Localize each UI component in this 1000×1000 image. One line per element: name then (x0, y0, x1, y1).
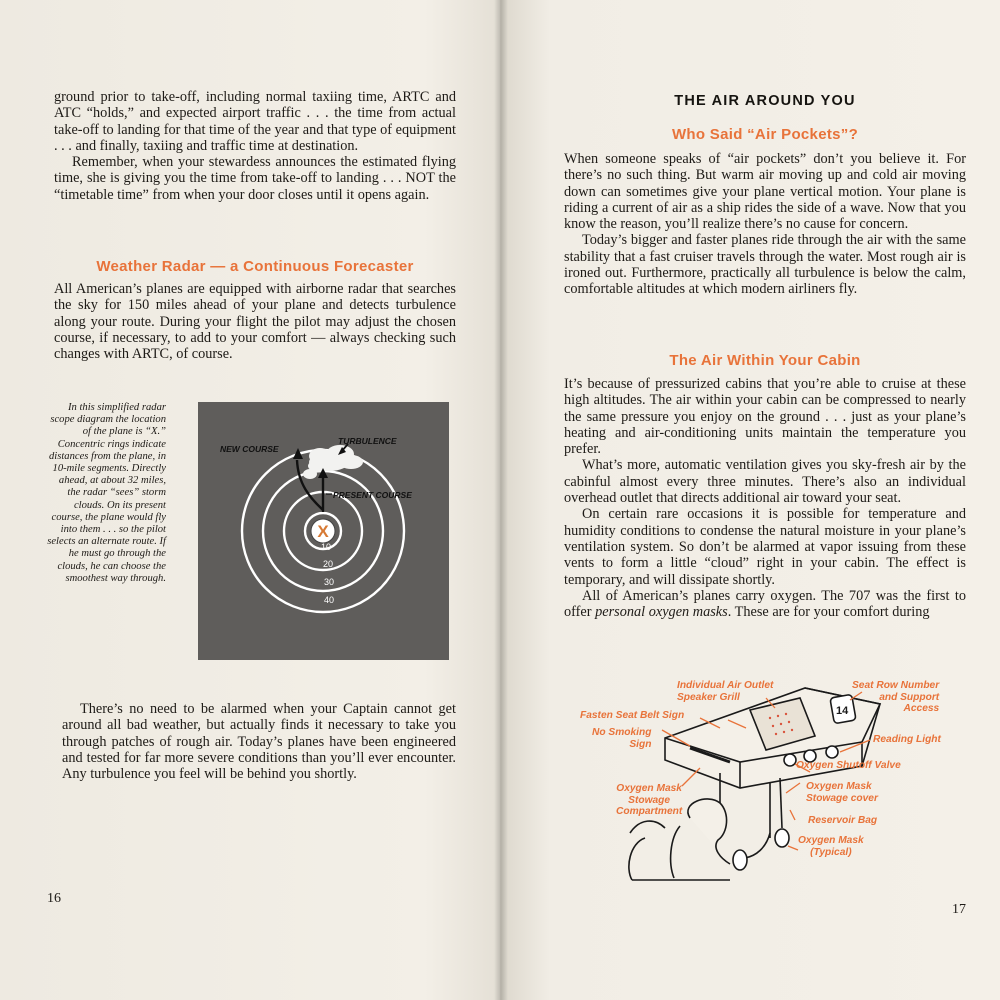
label-reservoir-bag: Reservoir Bag (808, 815, 878, 826)
label-turbulence: TURBULENCE (338, 436, 397, 446)
cabin-paragraph-3: On certain rare occasions it is possible for temperature and humidity conditions to condense the natural moisture in your plane’s ventilation system. So don’t be alarmed at vapor issuing from these vents to form a little “cloud” right in your cabin. The effect is temporary, and will dissipate shortly. (564, 506, 966, 588)
section-title: THE AIR AROUND YOU (674, 93, 856, 109)
stowage-comp-line-3: Compartment (616, 806, 683, 817)
page-number-left: 16 (47, 891, 61, 906)
ring-label-40: 40 (323, 595, 335, 605)
radar-caption: In this simplified radar scope diagram the location of the plane is “X.” Concentric rings indicate distances from the plane, in 10-mile segments. Directly ahead, at about 32 miles, the radar “sees” storm clouds. On its present course, the plane would fly into them . . . so the pilot selects an alternate route. If he must go through the clouds, he can choose the smoothest way through. (47, 402, 166, 584)
seat-row-line-2: and Support (879, 691, 940, 703)
label-speaker-grill: Speaker Grill (677, 692, 740, 703)
closing-text (62, 701, 456, 782)
ring-label-30: 30 (323, 577, 335, 587)
label-no-smoking (592, 727, 651, 750)
pockets-paragraph-1: When someone speaks of “air pockets” don’t you believe it. For there’s no such thing. But warm air moving up and cold air moving down can sometimes give your plane vertical motion. Your plane is riding a current of air as a ship rides the side of a wave. Now that you know the reason, you’ll realize there’s no cause for concern. (564, 151, 966, 233)
stowage-cover-line-1: Oxygen Mask (806, 781, 872, 792)
no-smoking-line-1: No Smoking (592, 727, 652, 738)
label-oxygen-mask (798, 835, 864, 858)
radar-paragraph: All American’s planes are equipped with airborne radar that searches the sky for 150 miles ahead of your plane and detects turbulence along your route. During your flight the pilot may adjust the chosen course, if necessary, to add to your comfort — always checking such changes with ARTC, of course. (54, 281, 456, 363)
oxygen-text-a: All of American’s planes carry oxygen. The 707 was the first to offer (564, 587, 966, 621)
oxygen-text-italic: personal oxygen masks (595, 604, 728, 621)
intro-paragraph-2: Remember, when your stewardess announces the estimated flying time, she is giving you the time from take-off to landing . . . NOT the “timetable time” from when your door closes until it opens again. (54, 154, 456, 203)
oxygen-paragraph (564, 588, 966, 621)
seat-row-line-3: Access (903, 703, 940, 714)
pockets-text (564, 151, 966, 298)
radar-text (54, 281, 456, 362)
label-reading-light: Reading Light (873, 734, 941, 745)
label-oxygen-shutoff: Oxygen Shutoff Valve (796, 760, 901, 771)
oxygen-text-b: . These are for your comfort during (727, 604, 930, 621)
cabin-heading: The Air Within Your Cabin (669, 352, 861, 369)
label-stowage-compartment (616, 783, 682, 818)
radar-heading: Weather Radar — a Continuous Forecaster (96, 258, 414, 275)
oxygen-mask-line-1: Oxygen Mask (798, 835, 864, 846)
pockets-heading: Who Said “Air Pockets”? (671, 126, 859, 143)
radar-scope-svg (198, 402, 449, 660)
cabin-panel-diagram (570, 668, 960, 886)
stowage-comp-line-1: Oxygen Mask (616, 783, 682, 794)
radar-heading-wrap (54, 258, 456, 275)
label-present-course: PRESENT COURSE (333, 490, 412, 500)
label-fasten-seat-belt: Fasten Seat Belt Sign (580, 710, 685, 721)
cabin-heading-wrap (564, 352, 966, 369)
page-number-right: 17 (952, 902, 966, 917)
seat-row-line-1: Seat Row Number (852, 680, 940, 691)
ring-label-20: 20 (322, 559, 334, 569)
label-stowage-cover (806, 781, 878, 804)
label-individual-air-outlet: Individual Air Outlet (677, 680, 774, 691)
stowage-comp-line-2: Stowage (628, 794, 671, 806)
cabin-text (564, 376, 966, 620)
label-seat-row-number (852, 680, 939, 715)
intro-paragraph-1: ground prior to take-off, including normal taxiing time, ARTC and ATC “holds,” and expected airport traffic . . . the time from actual take-off to landing for that time of the year and that type of equipment . . . and finally, taxiing and traffic time at destination. (54, 89, 456, 154)
oxygen-mask-line-2: (Typical) (810, 846, 852, 858)
cabin-paragraph-2: What’s more, automatic ventilation gives you sky-fresh air by the cabinful almost every three minutes. There’s also an individual overhead outlet that directs additional air toward your seat. (564, 457, 966, 507)
no-smoking-line-2: Sign (629, 738, 652, 750)
cabin-paragraph-1: It’s because of pressurized cabins that you’re able to cruise at these high altitudes. The air within your cabin can be compressed to nearly the same pressure you enjoy on the ground . . . just as your plane’s heating and air-conditioning units maintain the temperature you prefer. (564, 376, 966, 458)
book-gutter (494, 0, 508, 1000)
label-new-course: NEW COURSE (220, 444, 279, 454)
stowage-cover-line-2: Stowage cover (806, 792, 878, 804)
intro-text (54, 89, 456, 203)
ring-label-10: 10 (320, 542, 332, 552)
row-number-badge: 14 (836, 705, 849, 717)
radar-scope-diagram (198, 402, 449, 660)
pockets-heading-wrap (564, 126, 966, 143)
pockets-paragraph-2: Today’s bigger and faster planes ride through the air with the same stability that a fast cruiser travels through the water. Most rough air is ironed out. Furthermore, practically all turbulence is below the calm, comfortable altitudes at which modern airliners fly. (564, 232, 966, 298)
closing-paragraph: There’s no need to be alarmed when your Captain cannot get around all bad weather, but actually finds it necessary to take you through patches of rough air. Today’s planes have been engineered and tested for far more severe conditions than you’ll ever encounter. Any turbulence you feel will be behind you shortly. (62, 701, 456, 783)
plane-x: X (317, 522, 329, 541)
